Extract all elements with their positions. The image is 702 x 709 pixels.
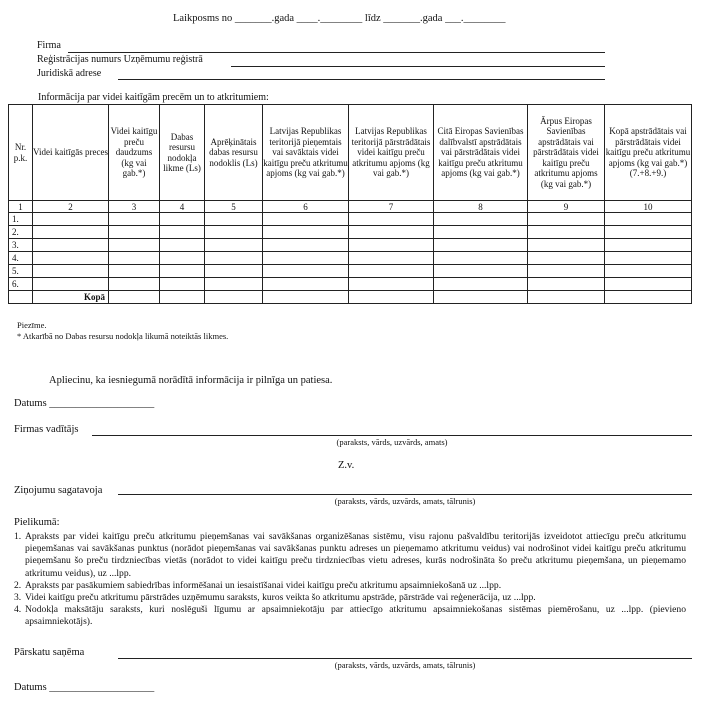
cell[interactable] — [109, 252, 160, 265]
column-number: 5 — [205, 201, 263, 213]
header-processed-eu: Citā Eiropas Savienības dalībvalstī apstrādātais vai pārstrādātais videi kaitīgu preču atkritumu apjoms (kg vai gab.*) — [434, 105, 528, 201]
attachment-text: Videi kaitīgu preču atkritumu pārstrādes uzņēmumu saraksts, kuros veikta šo atkritumu apstrāde, pārstrāde vai reģenerācija, uz ...lpp. — [25, 592, 536, 604]
attachment-text: Nodokļa maksātāju saraksts, kuri noslēguši līgumu ar apsaimniekotāju par attiecīgo atkritumu apsaimniekošanas sistēmas piemērošanu, uz ...lpp. (pievieno apsaimniekotājs). — [25, 604, 686, 628]
cell[interactable] — [160, 213, 205, 226]
stamp-place: Z.v. — [338, 460, 355, 471]
waste-table — [8, 104, 692, 304]
cell[interactable] — [205, 226, 263, 239]
cell[interactable] — [205, 278, 263, 291]
cell[interactable] — [528, 226, 605, 239]
cell[interactable] — [434, 278, 528, 291]
column-number: 7 — [349, 201, 434, 213]
manager-label: Firmas vadītājs — [14, 424, 79, 435]
manager-signature-field[interactable] — [92, 435, 692, 436]
cell[interactable] — [434, 291, 528, 304]
attachment-text: Apraksts par pasākumiem sabiedrības informēšanai un iesaistīšanai videi kaitīgu preču atkritumu apsaimniekošanā uz ...lpp. — [25, 579, 502, 591]
column-number: 1 — [9, 201, 33, 213]
cell[interactable] — [33, 278, 109, 291]
column-number: 8 — [434, 201, 528, 213]
legal-address-field[interactable] — [118, 79, 605, 80]
header-tax-rate: Dabas resursu nodokļa likme (Ls) — [160, 105, 205, 201]
cell[interactable] — [528, 291, 605, 304]
cell[interactable] — [160, 265, 205, 278]
header-processed-non-eu: Ārpus Eiropas Savienības apstrādātais vai pārstrādātais videi kaitīgu preču atkritumu apjoms (kg vai gab.*) — [528, 105, 605, 201]
row-number: 2. — [9, 226, 33, 239]
cell[interactable] — [160, 278, 205, 291]
table-row — [9, 239, 692, 252]
attachments-list — [14, 531, 686, 629]
row-number: 1. — [9, 213, 33, 226]
header-collected-lv: Latvijas Republikas teritorijā pieņemtais vai savāktais videi kaitīgu preču atkritumu apjoms (kg vai gab.*) — [263, 105, 349, 201]
column-number: 3 — [109, 201, 160, 213]
cell[interactable] — [263, 226, 349, 239]
cell[interactable] — [349, 291, 434, 304]
cell[interactable] — [528, 252, 605, 265]
cell[interactable] — [605, 226, 692, 239]
row-number: 5. — [9, 265, 33, 278]
cell[interactable] — [349, 226, 434, 239]
column-number: 2 — [33, 201, 109, 213]
header-processed-total: Kopā apstrādātais vai pārstrādātais videi kaitīgu preču atkritumu apjoms (kg vai gab.*) (7.+8.+9.) — [605, 105, 692, 201]
cell[interactable] — [33, 265, 109, 278]
cell[interactable] — [109, 213, 160, 226]
cell[interactable] — [205, 239, 263, 252]
column-number: 4 — [160, 201, 205, 213]
row-number: 3. — [9, 239, 33, 252]
firm-label: Firma — [37, 40, 61, 51]
cell[interactable] — [160, 291, 205, 304]
row-number: 6. — [9, 278, 33, 291]
cell[interactable] — [109, 291, 160, 304]
cell[interactable] — [605, 291, 692, 304]
header-calculated-tax: Aprēķinātais dabas resursu nodoklis (Ls) — [205, 105, 263, 201]
cell[interactable] — [263, 213, 349, 226]
cell[interactable] — [434, 252, 528, 265]
cell[interactable] — [605, 278, 692, 291]
cell[interactable] — [263, 278, 349, 291]
attachment-item — [14, 592, 686, 604]
attachment-number: 3. — [14, 592, 22, 604]
preparer-signature-field[interactable] — [118, 494, 692, 495]
review-date-field[interactable]: Datums ____________________ — [14, 682, 155, 693]
cell[interactable] — [263, 252, 349, 265]
attachment-number: 2. — [14, 579, 22, 591]
column-number: 6 — [263, 201, 349, 213]
cell[interactable] — [349, 278, 434, 291]
cell[interactable] — [205, 213, 263, 226]
reg-number-label: Reģistrācijas numurs Uzņēmumu reģistrā — [37, 54, 203, 65]
date-field[interactable]: Datums ____________________ — [14, 398, 155, 409]
header-quantity: Videi kaitīgu preču daudzums (kg vai gab.*) — [109, 105, 160, 201]
header-nr: Nr. p.k. — [9, 105, 33, 201]
cell[interactable] — [605, 252, 692, 265]
cell[interactable] — [528, 278, 605, 291]
period-line: Laikposms no _______.gada ____.________ līdz _______.gada ___.________ — [173, 13, 506, 24]
header-processed-lv: Latvijas Republikas teritorijā pārstrādātais videi kaitīgu preču atkritumu apjoms (kg vai gab.*) — [349, 105, 434, 201]
cell[interactable] — [160, 226, 205, 239]
attachment-item — [14, 604, 686, 628]
cell — [9, 291, 33, 304]
cell[interactable] — [109, 239, 160, 252]
column-number: 9 — [528, 201, 605, 213]
cell[interactable] — [33, 239, 109, 252]
cell[interactable] — [528, 239, 605, 252]
attachments-title: Pielikumā: — [14, 517, 60, 528]
cell[interactable] — [349, 239, 434, 252]
attachment-text: Apraksts par videi kaitīgu preču atkritumu pieņemšanas vai savākšanas organizēšanas sistēmu, visu rajonu pašvaldību teritorijās izveidotot attiecīgu preču atkritumu pieņemšanas vai savākšanas punktus (norādot pieņemšanas vai savākšanas punktu adreses un pieņemamo atkritumu veidus) vai nodrošinot videi kaitīgu preču atkritumu pieņemšanu šo preču tirdzniecības vietās (norādot to videi kaitīgu preču tirdzniecības vietu adreses, kurās nodrošināta šo preču atkritumu pieņemšana, un pieņemamo atkritumu veidus), uz ...lpp. — [25, 531, 686, 579]
certification-statement: Apliecinu, ka iesniegumā norādītā informācija ir pilnīga un patiesa. — [49, 375, 333, 386]
cell[interactable] — [528, 213, 605, 226]
row-number: 4. — [9, 252, 33, 265]
received-signature-field[interactable] — [118, 658, 692, 659]
total-label: Kopā — [33, 291, 109, 304]
cell[interactable] — [109, 226, 160, 239]
legal-address-label: Juridiskā adrese — [37, 68, 102, 79]
cell[interactable] — [605, 213, 692, 226]
cell[interactable] — [434, 265, 528, 278]
attachment-number: 4. — [14, 604, 22, 616]
cell[interactable] — [205, 265, 263, 278]
header-goods: Videi kaitīgās preces — [33, 105, 109, 201]
column-number: 10 — [605, 201, 692, 213]
cell[interactable] — [434, 213, 528, 226]
cell[interactable] — [434, 239, 528, 252]
cell[interactable] — [349, 252, 434, 265]
received-label: Pārskatu saņēma — [14, 647, 85, 658]
table-row — [9, 265, 692, 278]
preparer-label: Ziņojumu sagatavoja — [14, 485, 103, 496]
cell[interactable] — [349, 213, 434, 226]
cell[interactable] — [205, 291, 263, 304]
table-title: Informācija par videi kaitīgām precēm un to atkritumiem: — [38, 92, 269, 103]
cell[interactable] — [33, 213, 109, 226]
cell[interactable] — [349, 265, 434, 278]
table-row — [9, 226, 692, 239]
cell[interactable] — [160, 252, 205, 265]
attachment-item — [14, 531, 686, 580]
table-row — [9, 278, 692, 291]
cell[interactable] — [263, 265, 349, 278]
cell[interactable] — [109, 265, 160, 278]
cell[interactable] — [263, 291, 349, 304]
cell[interactable] — [263, 239, 349, 252]
manager-caption: (paraksts, vārds, uzvārds, amats) — [336, 437, 448, 447]
cell[interactable] — [33, 252, 109, 265]
table-row — [9, 252, 692, 265]
attachment-item — [14, 580, 686, 592]
preparer-caption: (paraksts, vārds, uzvārds, amats, tālrunis) — [334, 496, 476, 506]
cell[interactable] — [205, 252, 263, 265]
attachment-number: 1. — [14, 531, 22, 542]
cell[interactable] — [605, 265, 692, 278]
total-row — [9, 291, 692, 304]
received-caption: (paraksts, vārds, uzvārds, amats, tālrunis) — [334, 660, 476, 670]
cell[interactable] — [605, 239, 692, 252]
note-title: Piezīme. — [17, 320, 47, 330]
cell[interactable] — [434, 226, 528, 239]
cell[interactable] — [33, 226, 109, 239]
cell[interactable] — [528, 265, 605, 278]
note-text: * Atkarībā no Dabas resursu nodokļa likumā noteiktās likmes. — [17, 331, 229, 341]
reg-number-field[interactable] — [231, 66, 605, 67]
cell[interactable] — [160, 239, 205, 252]
table-row — [9, 213, 692, 226]
cell[interactable] — [109, 278, 160, 291]
firm-field[interactable] — [68, 52, 605, 53]
